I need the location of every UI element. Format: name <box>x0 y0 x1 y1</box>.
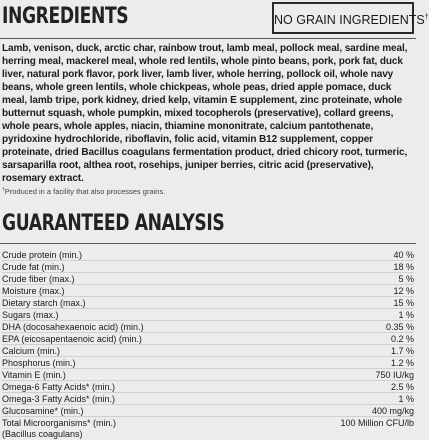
ingredients-header <box>0 0 429 40</box>
analysis-row-dietary-starch <box>2 297 414 309</box>
row-value: 1 % <box>398 310 414 320</box>
row-value: 0.35 % <box>385 322 414 332</box>
analysis-row-moisture <box>2 285 414 297</box>
analysis-row-omega-6 <box>2 381 414 393</box>
ingredients-title: INGREDIENTS <box>2 4 129 29</box>
row-value: 1.2 % <box>390 358 414 368</box>
analysis-table <box>2 249 414 439</box>
row-value: 1 % <box>398 394 414 404</box>
row-label: DHA (docosahexaenoic acid) (min.) <box>2 322 144 332</box>
no-grain-badge-label: NO GRAIN INGREDIENTS <box>274 13 425 27</box>
analysis-row-omega-3 <box>2 393 414 405</box>
analysis-row-crude-protein <box>2 249 414 261</box>
row-label-sub: (Bacillus coagulans) <box>2 429 83 439</box>
row-label: EPA (eicosapentaenoic acid) (min.) <box>2 334 142 344</box>
row-value: 750 IU/kg <box>375 370 414 380</box>
row-value: 40 % <box>393 250 414 260</box>
analysis-row-sugars <box>2 309 414 321</box>
row-label: Sugars (max.) <box>2 310 59 320</box>
no-grain-badge <box>272 2 429 34</box>
footnote-text: Produced in a facility that also processes grains. <box>4 187 166 196</box>
analysis-row-glucosamine <box>2 405 414 417</box>
ingredients-divider <box>0 38 416 39</box>
ingredients-footnote <box>2 187 165 196</box>
row-value: 100 Million CFU/lb <box>340 418 414 428</box>
row-label: Omega-3 Fatty Acids* (min.) <box>2 394 116 404</box>
row-label: Omega-6 Fatty Acids* (min.) <box>2 382 116 392</box>
analysis-row-dha <box>2 321 414 333</box>
row-value: 2.5 % <box>390 382 414 392</box>
row-value: 12 % <box>393 286 414 296</box>
analysis-row-microorganisms <box>2 417 414 439</box>
row-value: 15 % <box>393 298 414 308</box>
no-grain-badge-mark: † <box>424 14 429 21</box>
row-label: Calcium (min.) <box>2 346 61 356</box>
analysis-row-vitamin-e <box>2 369 414 381</box>
row-label: Dietary starch (max.) <box>2 298 86 308</box>
row-label: Crude fiber (max.) <box>2 274 75 284</box>
footnote-mark: † <box>2 187 5 193</box>
analysis-row-crude-fiber <box>2 273 414 285</box>
row-label: Phosphorus (min.) <box>2 358 76 368</box>
analysis-divider <box>0 243 416 244</box>
row-label: Vitamin E (min.) <box>2 370 66 380</box>
analysis-row-phosphorus <box>2 357 414 369</box>
analysis-title: GUARANTEED ANALYSIS <box>2 211 225 236</box>
row-label: Crude protein (min.) <box>2 250 83 260</box>
ingredients-list: Lamb, venison, duck, arctic char, rainbow trout, lamb meal, pollock meal, sardine meal, herring meal, mackerel meal, whole red lentils, whole pinto beans, pork, pork fat, duck liver, natural pork flavor, pork liver, lamb liver, whole herring, pollock oil, whole navy beans, whole green lentils, whole chickpeas, whole peas, dried apple pomace, duck meal, lamb tripe, pork kidney, dried kelp, vitamin E supplement, zinc proteinate, whole butternut squash, whole pumpkin, mixed tocopherols (preservative), collard greens, whole pears, whole apples, niacin, thiamine mononitrate, calcium pantothenate, pyridoxine hydrochloride, riboflavin, folic acid, vitamin B12 supplement, copper proteinate, dried Bacillus coagulans fermentation product, dried chicory root, turmeric, sarsaparilla root, althea root, rosehips, juniper berries, citric acid (preservative), rosemary extract. <box>2 43 408 184</box>
row-label: Moisture (max.) <box>2 286 65 296</box>
row-value: 18 % <box>393 262 414 272</box>
analysis-row-calcium <box>2 345 414 357</box>
row-value: 0.2 % <box>390 334 414 344</box>
row-label: Glucosamine* (min.) <box>2 406 84 416</box>
row-value: 400 mg/kg <box>371 406 414 416</box>
analysis-row-epa <box>2 333 414 345</box>
analysis-row-crude-fat <box>2 261 414 273</box>
row-value: 1.7 % <box>390 346 414 356</box>
row-label: Total Microorganisms* (min.) <box>2 418 117 428</box>
row-value: 5 % <box>398 274 414 284</box>
row-label: Crude fat (min.) <box>2 262 65 272</box>
